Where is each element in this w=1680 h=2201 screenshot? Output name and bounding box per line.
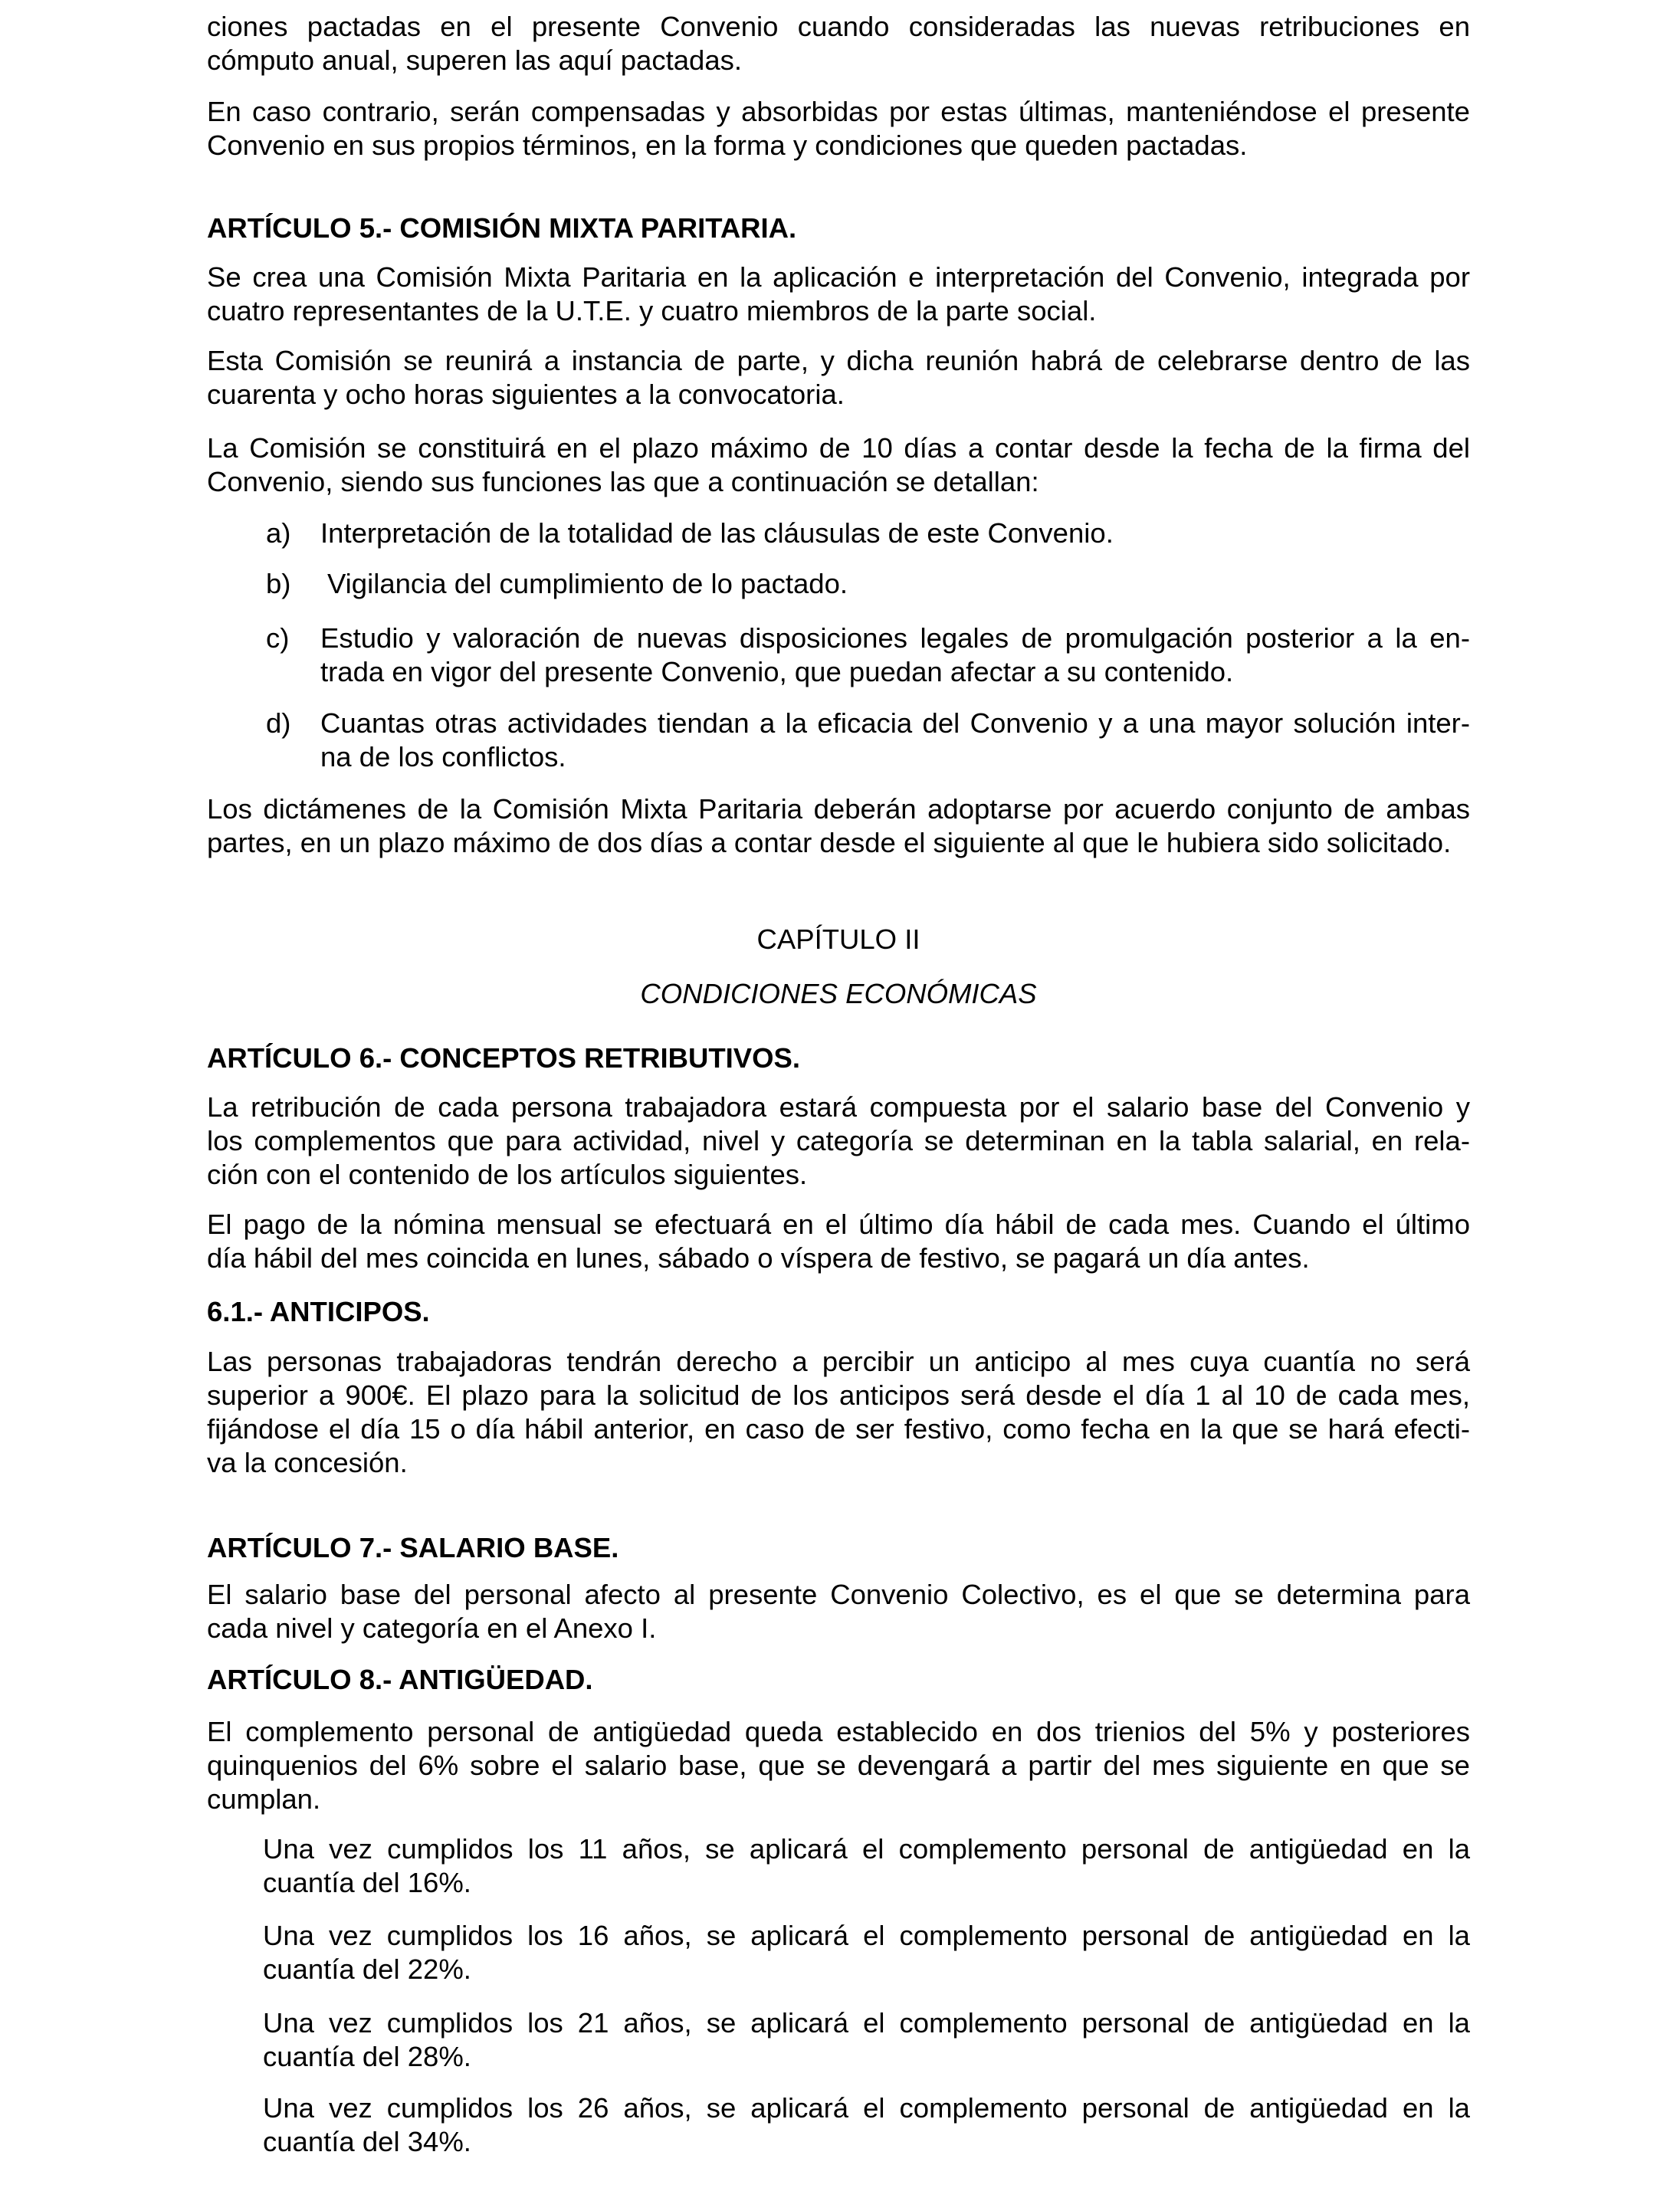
subsection-heading: 6.1.- ANTICIPOS.	[207, 1296, 430, 1327]
paragraph-line: Una vez cumplidos los 26 años, se aplicará el complemento personal de antigüedad en la	[263, 2092, 1470, 2124]
list-label: c)	[266, 622, 290, 654]
chapter-subtitle: CONDICIONES ECONÓMICAS	[640, 978, 1037, 1009]
paragraph-line: Una vez cumplidos los 21 años, se aplicará el complemento personal de antigüedad en la	[263, 2007, 1470, 2039]
list-item	[266, 707, 1470, 774]
seniority-tier	[263, 1832, 1470, 1900]
paragraph-line: fijándose el día 15 o día hábil anterior, en caso de ser festivo, como fecha en la que se hará efecti-	[207, 1413, 1470, 1445]
paragraph-line: Los dictámenes de la Comisión Mixta Paritaria deberán adoptarse por acuerdo conjunto de ambas	[207, 793, 1470, 825]
article-heading: ARTÍCULO 5.- COMISIÓN MIXTA PARITARIA.	[207, 212, 797, 244]
paragraph-line: cuantía del 16%.	[263, 1867, 471, 1898]
list-item-line: Estudio y valoración de nuevas disposiciones legales de promulgación posterior a la en-	[320, 622, 1470, 654]
paragraph-line: partes, en un plazo máximo de dos días a contar desde el siguiente al que le hubiera sido solicitado.	[207, 827, 1452, 858]
list-item-line: Cuantas otras actividades tiendan a la eficacia del Convenio y a una mayor solución inter-	[320, 707, 1470, 739]
list-item-line: na de los conflictos.	[320, 741, 566, 772]
paragraph	[207, 1345, 1470, 1480]
paragraph-line: cuantía del 34%.	[263, 2126, 471, 2157]
paragraph	[207, 1715, 1470, 1816]
paragraph-line: Convenio, siendo sus funciones las que a continuación se detallan:	[207, 466, 1039, 497]
paragraph-line: Las personas trabajadoras tendrán derecho a percibir un anticipo al mes cuya cuantía no será	[207, 1346, 1470, 1377]
paragraph-line: Una vez cumplidos los 11 años, se aplicará el complemento personal de antigüedad en la	[263, 1833, 1470, 1865]
paragraph	[207, 1091, 1470, 1192]
article-heading: ARTÍCULO 8.- ANTIGÜEDAD.	[207, 1664, 593, 1695]
paragraph-line: Esta Comisión se reunirá a instancia de parte, y dicha reunión habrá de celebrarse dentro de las	[207, 345, 1470, 376]
paragraph-line: superior a 900€. El plazo para la solicitud de los anticipos será desde el día 1 al 10 de cada mes,	[207, 1379, 1470, 1411]
paragraph-line: cumplan.	[207, 1783, 321, 1815]
paragraph-line: El complemento personal de antigüedad queda establecido en dos trienios del 5% y posteriores	[207, 1716, 1470, 1747]
paragraph-line: La retribución de cada persona trabajadora estará compuesta por el salario base del Convenio y	[207, 1091, 1470, 1123]
list-item-line: trada en vigor del presente Convenio, que puedan afectar a su contenido.	[320, 656, 1234, 687]
paragraph	[207, 261, 1470, 328]
list-item	[266, 517, 1470, 550]
paragraph-line: va la concesión.	[207, 1447, 408, 1478]
paragraph-line: Se crea una Comisión Mixta Paritaria en la aplicación e interpretación del Convenio, integrada por	[207, 261, 1470, 293]
paragraph-line: El pago de la nómina mensual se efectuará en el último día hábil de cada mes. Cuando el último	[207, 1209, 1470, 1240]
paragraph-line: cuantía del 28%.	[263, 2041, 471, 2072]
seniority-tier	[263, 2091, 1470, 2159]
list-label: d)	[266, 707, 291, 739]
seniority-tier	[263, 2006, 1470, 2074]
paragraph-line: cuarenta y ocho horas siguientes a la convocatoria.	[207, 379, 845, 410]
paragraph-line: quinquenios del 6% sobre el salario base, que se devengará a partir del mes siguiente en que se	[207, 1750, 1470, 1781]
list-label: a)	[266, 517, 291, 549]
paragraph-line: cómputo anual, superen las aquí pactadas.	[207, 44, 743, 76]
paragraph-line: Una vez cumplidos los 16 años, se aplicará el complemento personal de antigüedad en la	[263, 1920, 1470, 1951]
paragraph-line: los complementos que para actividad, nivel y categoría se determinan en la tabla salarial, en rela-	[207, 1125, 1470, 1156]
paragraph-line: La Comisión se constituirá en el plazo máximo de 10 días a contar desde la fecha de la firma del	[207, 432, 1470, 464]
list-item-line: Vigilancia del cumplimiento de lo pactado.	[327, 568, 848, 599]
article-heading: ARTÍCULO 6.- CONCEPTOS RETRIBUTIVOS.	[207, 1042, 800, 1074]
paragraph	[207, 1208, 1470, 1275]
paragraph-line: En caso contrario, serán compensadas y absorbidas por estas últimas, manteniéndose el presente	[207, 96, 1470, 127]
paragraph-line: Convenio en sus propios términos, en la forma y condiciones que queden pactadas.	[207, 130, 1248, 161]
list-item	[266, 567, 1470, 601]
seniority-tier	[263, 1919, 1470, 1986]
paragraph	[207, 95, 1470, 162]
paragraph	[207, 431, 1470, 499]
paragraph	[207, 344, 1470, 412]
paragraph-line: El salario base del personal afecto al presente Convenio Colectivo, es el que se determina para	[207, 1579, 1470, 1610]
paragraph-line: cada nivel y categoría en el Anexo I.	[207, 1612, 657, 1644]
paragraph	[207, 792, 1470, 860]
paragraph-line: ción con el contenido de los artículos siguientes.	[207, 1159, 808, 1190]
paragraph-line: cuantía del 22%.	[263, 1953, 471, 1985]
list-label: b)	[266, 568, 291, 599]
paragraph-line: cuatro representantes de la U.T.E. y cuatro miembros de la parte social.	[207, 295, 1097, 326]
paragraph-line: ciones pactadas en el presente Convenio cuando consideradas las nuevas retribuciones en	[207, 11, 1470, 42]
paragraph-line: día hábil del mes coincida en lunes, sábado o víspera de festivo, se pagará un día antes.	[207, 1242, 1310, 1274]
article-heading: ARTÍCULO 7.- SALARIO BASE.	[207, 1532, 619, 1563]
chapter-title: CAPÍTULO II	[756, 923, 920, 955]
paragraph	[207, 10, 1470, 77]
paragraph	[207, 1578, 1470, 1645]
list-item	[266, 622, 1470, 689]
list-item-line: Interpretación de la totalidad de las cláusulas de este Convenio.	[320, 517, 1114, 549]
